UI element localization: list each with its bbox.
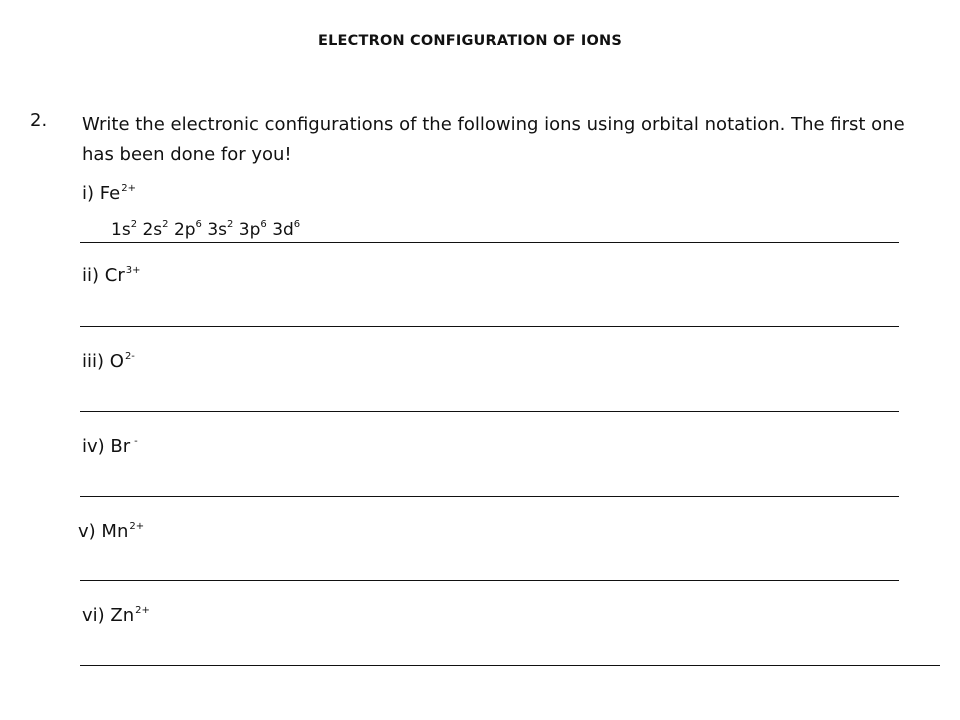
ion-charge: 2+ bbox=[121, 183, 136, 194]
ion-charge: 3+ bbox=[125, 265, 141, 276]
answer-line-mn[interactable] bbox=[80, 580, 899, 581]
answer-line-o[interactable] bbox=[80, 411, 899, 412]
ion-symbol: Zn bbox=[110, 605, 135, 626]
answer-line-br[interactable] bbox=[80, 496, 899, 497]
orbital: 1s bbox=[111, 220, 131, 240]
ion-charge: 2+ bbox=[129, 521, 145, 532]
ion-prompt-mn bbox=[78, 521, 144, 542]
ion-prompt-cr bbox=[82, 265, 140, 286]
ion-prompt-br bbox=[82, 436, 138, 457]
ion-symbol: Br bbox=[110, 436, 131, 457]
orbital: 2p bbox=[173, 220, 196, 240]
item-label: vi) bbox=[82, 605, 105, 626]
question-text: Write the electronic configurations of the following ions using orbital notation. The first one has been done for you! bbox=[82, 114, 905, 165]
ion-charge: 2+ bbox=[135, 605, 150, 616]
answer-line-zn[interactable] bbox=[80, 665, 940, 666]
orbital: 2s bbox=[142, 220, 163, 240]
ion-symbol: Cr bbox=[104, 265, 125, 286]
worksheet-title: ELECTRON CONFIGURATION OF IONS bbox=[318, 33, 622, 49]
item-label: iv) bbox=[82, 436, 105, 457]
item-label: i) bbox=[82, 183, 95, 204]
item-label: ii) bbox=[82, 265, 100, 286]
ion-charge: 2- bbox=[124, 351, 135, 362]
orbital-electrons: 6 bbox=[195, 219, 202, 230]
ion-symbol: Mn bbox=[101, 521, 129, 542]
item-label: iii) bbox=[82, 351, 105, 372]
ion-prompt-zn bbox=[82, 605, 150, 626]
answer-line-cr[interactable] bbox=[80, 326, 899, 327]
question-number: 2. bbox=[30, 110, 48, 131]
orbital-electrons: 6 bbox=[260, 219, 267, 230]
ion-prompt-fe bbox=[82, 183, 136, 204]
ion-prompt-o bbox=[82, 351, 135, 372]
orbital: 3d bbox=[272, 220, 294, 240]
orbital-electrons: 6 bbox=[293, 219, 301, 230]
orbital-electrons: 2 bbox=[162, 219, 169, 230]
ion-symbol: Fe bbox=[99, 183, 121, 204]
orbital: 3p bbox=[238, 220, 261, 240]
orbital: 3s bbox=[207, 220, 228, 240]
example-answer bbox=[111, 219, 300, 240]
item-label: v) bbox=[78, 521, 96, 542]
answer-line-fe[interactable] bbox=[80, 242, 899, 243]
orbital-electrons: 2 bbox=[227, 219, 234, 230]
orbital-electrons: 2 bbox=[130, 219, 138, 230]
ion-charge: - bbox=[134, 436, 138, 447]
ion-symbol: O bbox=[109, 351, 124, 372]
